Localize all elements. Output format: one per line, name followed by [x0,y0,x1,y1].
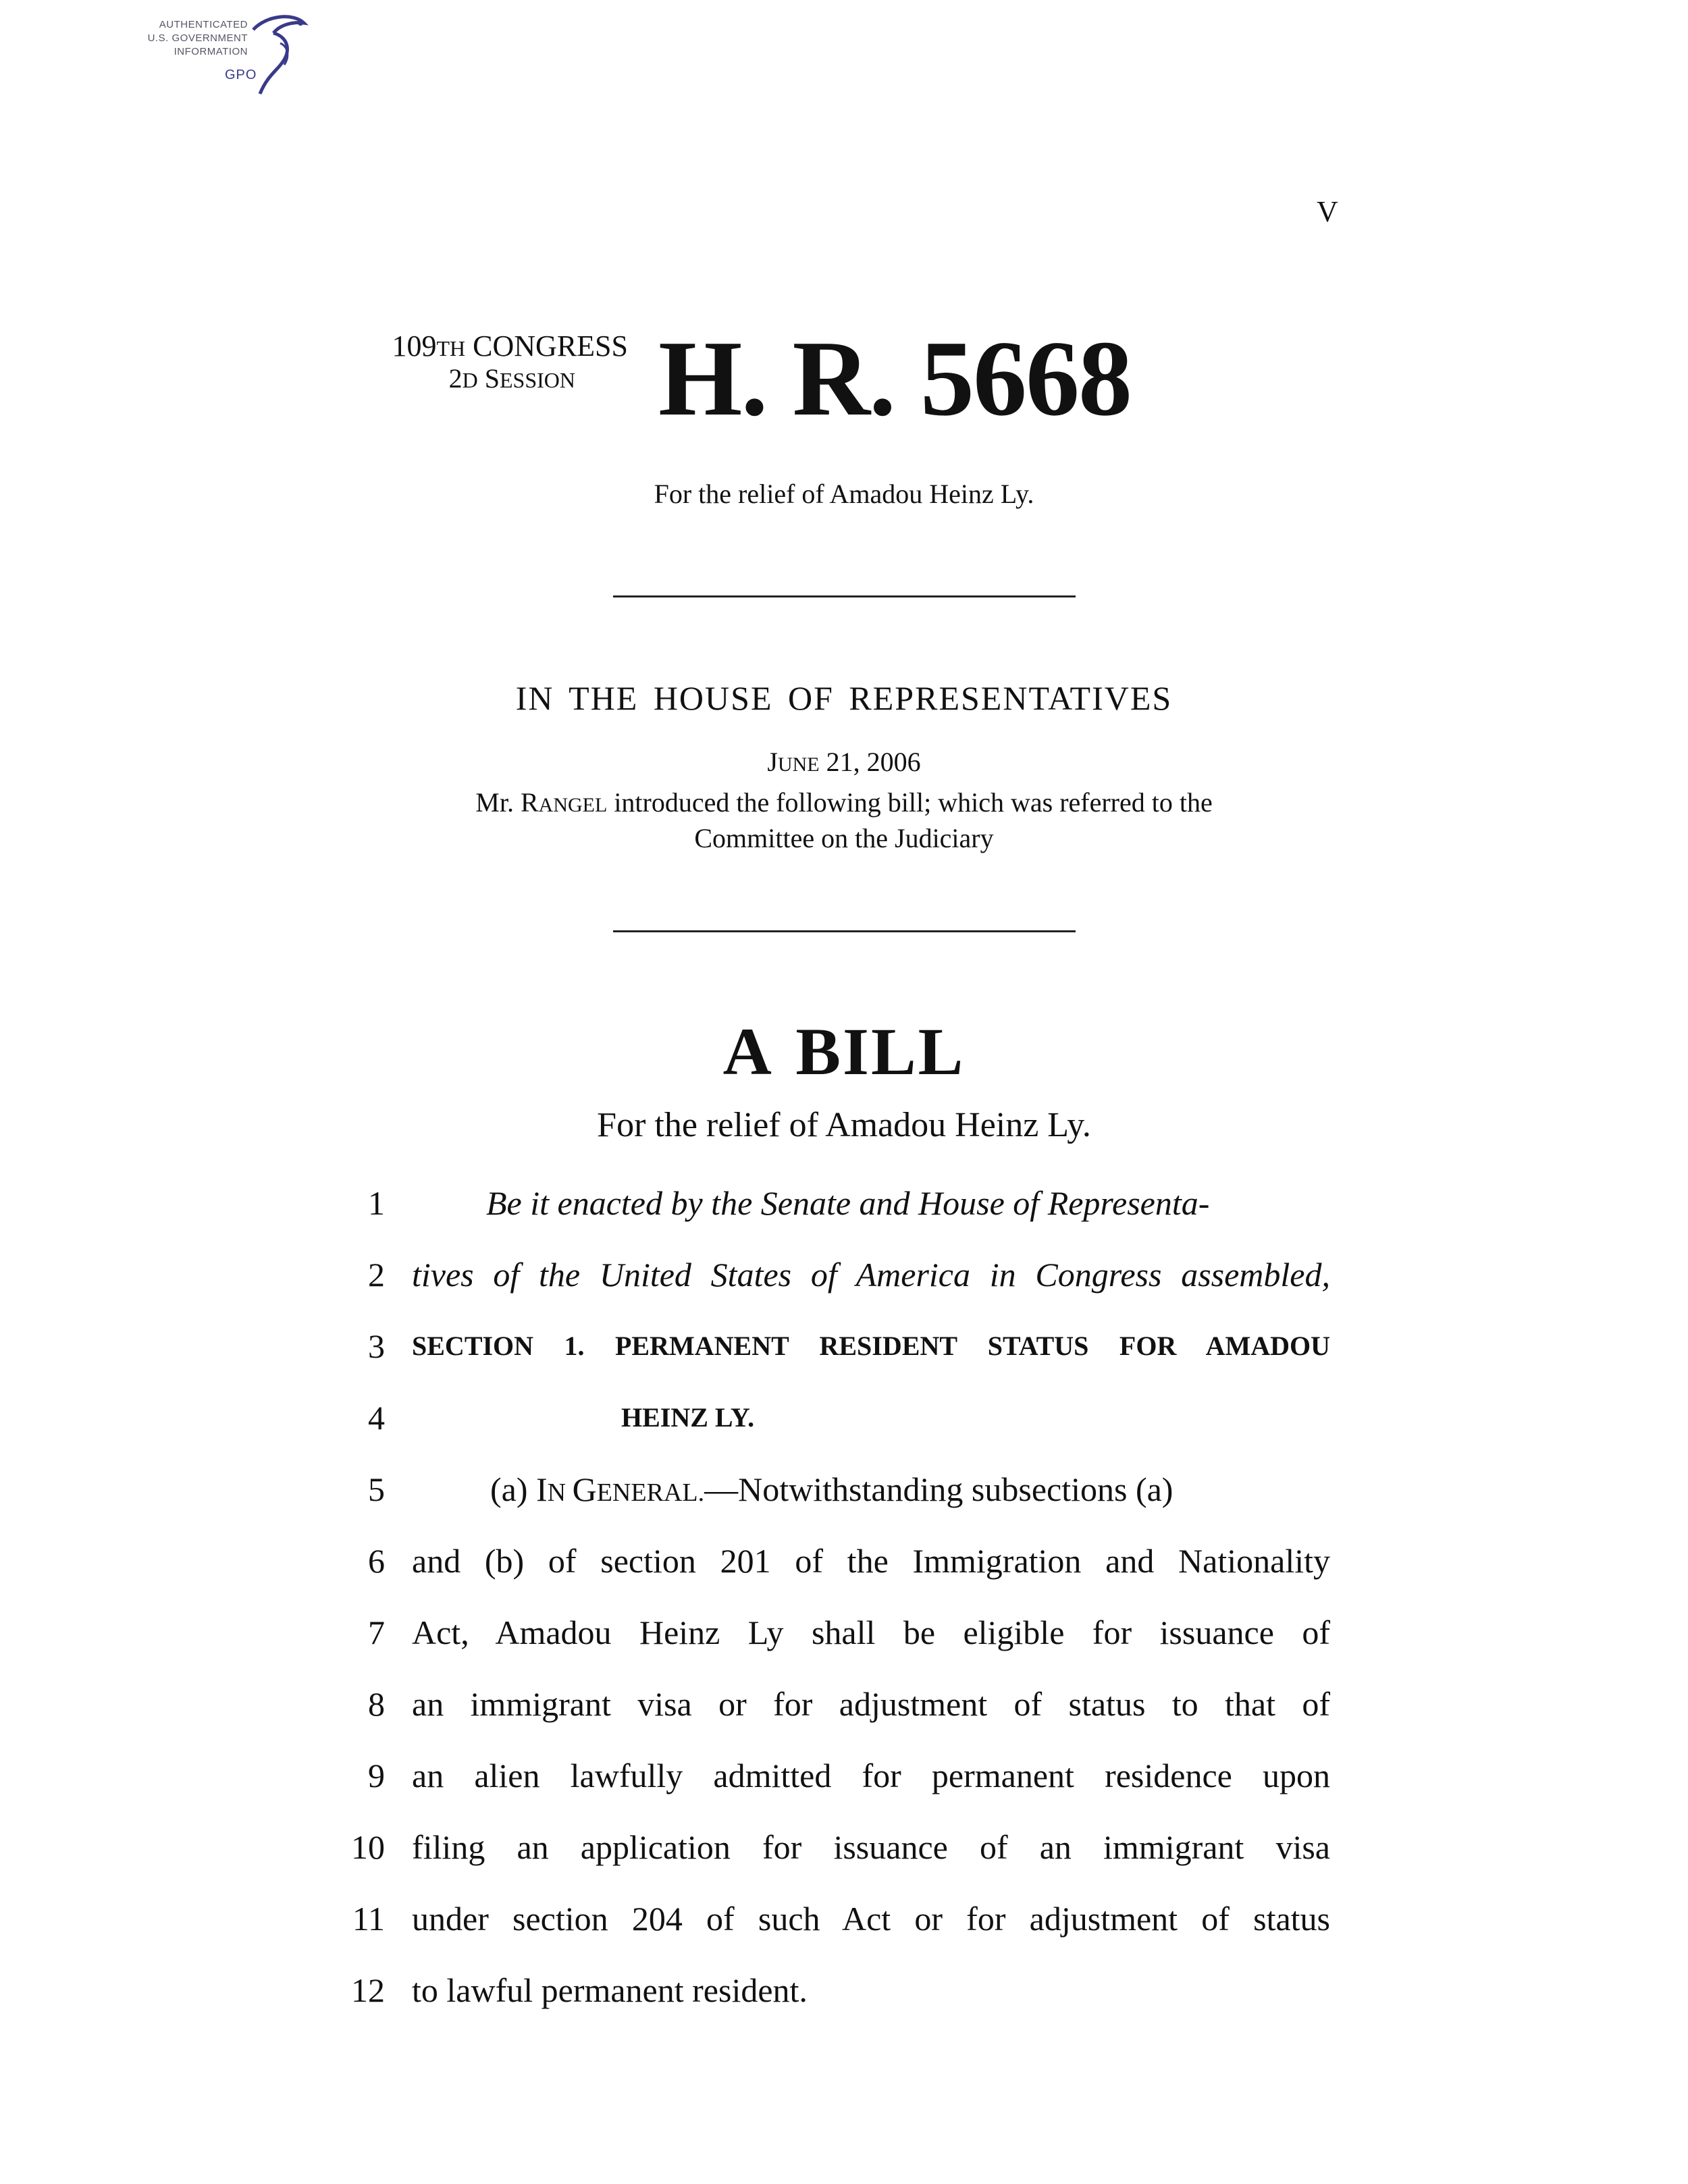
badge-line: INFORMATION [174,46,248,57]
enacting-clause: Be it enacted by the Senate and House of Representa- [486,1184,1210,1222]
line-number: 11 [352,1900,385,1938]
divider [613,930,1076,932]
line-number: 4 [368,1399,385,1437]
long-title: For the relief of Amadou Heinz Ly. [597,1106,1091,1144]
a-bill-heading: A BILL [722,1014,966,1089]
gpo-authentication-badge [138,9,327,104]
body-text: filing an application for issuance of an immigrant visa [412,1828,1330,1866]
body-text: and (b) of section 201 of the Immigration and Nationality [412,1542,1330,1580]
congress-label: 109TH CONGRESS [392,329,628,363]
line-number: 12 [351,1971,385,2009]
line-number: 8 [368,1685,385,1723]
body-text: to lawful permanent resident. [412,1971,808,2009]
line-number: 5 [368,1470,385,1508]
bill-number: H. R. 5668 [658,318,1131,438]
badge-line: U.S. GOVERNMENT [147,32,248,44]
line-number: 6 [368,1542,385,1580]
line-number: 1 [368,1184,385,1222]
divider [613,595,1076,597]
line-number: 2 [368,1256,385,1294]
line-number: 3 [368,1327,385,1365]
body-text: under section 204 of such Act or for adjustment of status [412,1900,1330,1938]
enacting-clause: tives of the United States of America in Congress assembled, [412,1256,1330,1294]
short-title: For the relief of Amadou Heinz Ly. [654,479,1034,509]
line-number: 10 [351,1828,385,1866]
badge-line: AUTHENTICATED [159,19,248,30]
gpo-eagle-icon [240,9,321,104]
badge-gpo-label: GPO [225,68,257,82]
introduction-date: JUNE 21, 2006 [767,747,921,777]
committee-text: Committee on the Judiciary [694,823,994,853]
introduction-text: Mr. RANGEL introduced the following bill; which was referred to the [475,787,1213,818]
session-label: 2D SESSION [448,363,575,394]
section-heading: HEINZ LY. [621,1402,755,1433]
line-number: 9 [368,1757,385,1794]
body-text: an alien lawfully admitted for permanent residence upon [412,1757,1330,1794]
body-text: Act, Amadou Heinz Ly shall be eligible for issuance of [412,1614,1330,1651]
subsection-text: (a) IN GENERAL.—Notwithstanding subsections (a) [490,1470,1173,1508]
line-number: 7 [368,1614,385,1651]
house-heading: IN THE HOUSE OF REPRESENTATIVES [515,679,1173,717]
corner-mark: V [1317,195,1338,228]
body-text: an immigrant visa or for adjustment of status to that of [412,1685,1330,1723]
section-heading: SECTION 1. PERMANENT RESIDENT STATUS FOR AMADOU [412,1331,1330,1361]
